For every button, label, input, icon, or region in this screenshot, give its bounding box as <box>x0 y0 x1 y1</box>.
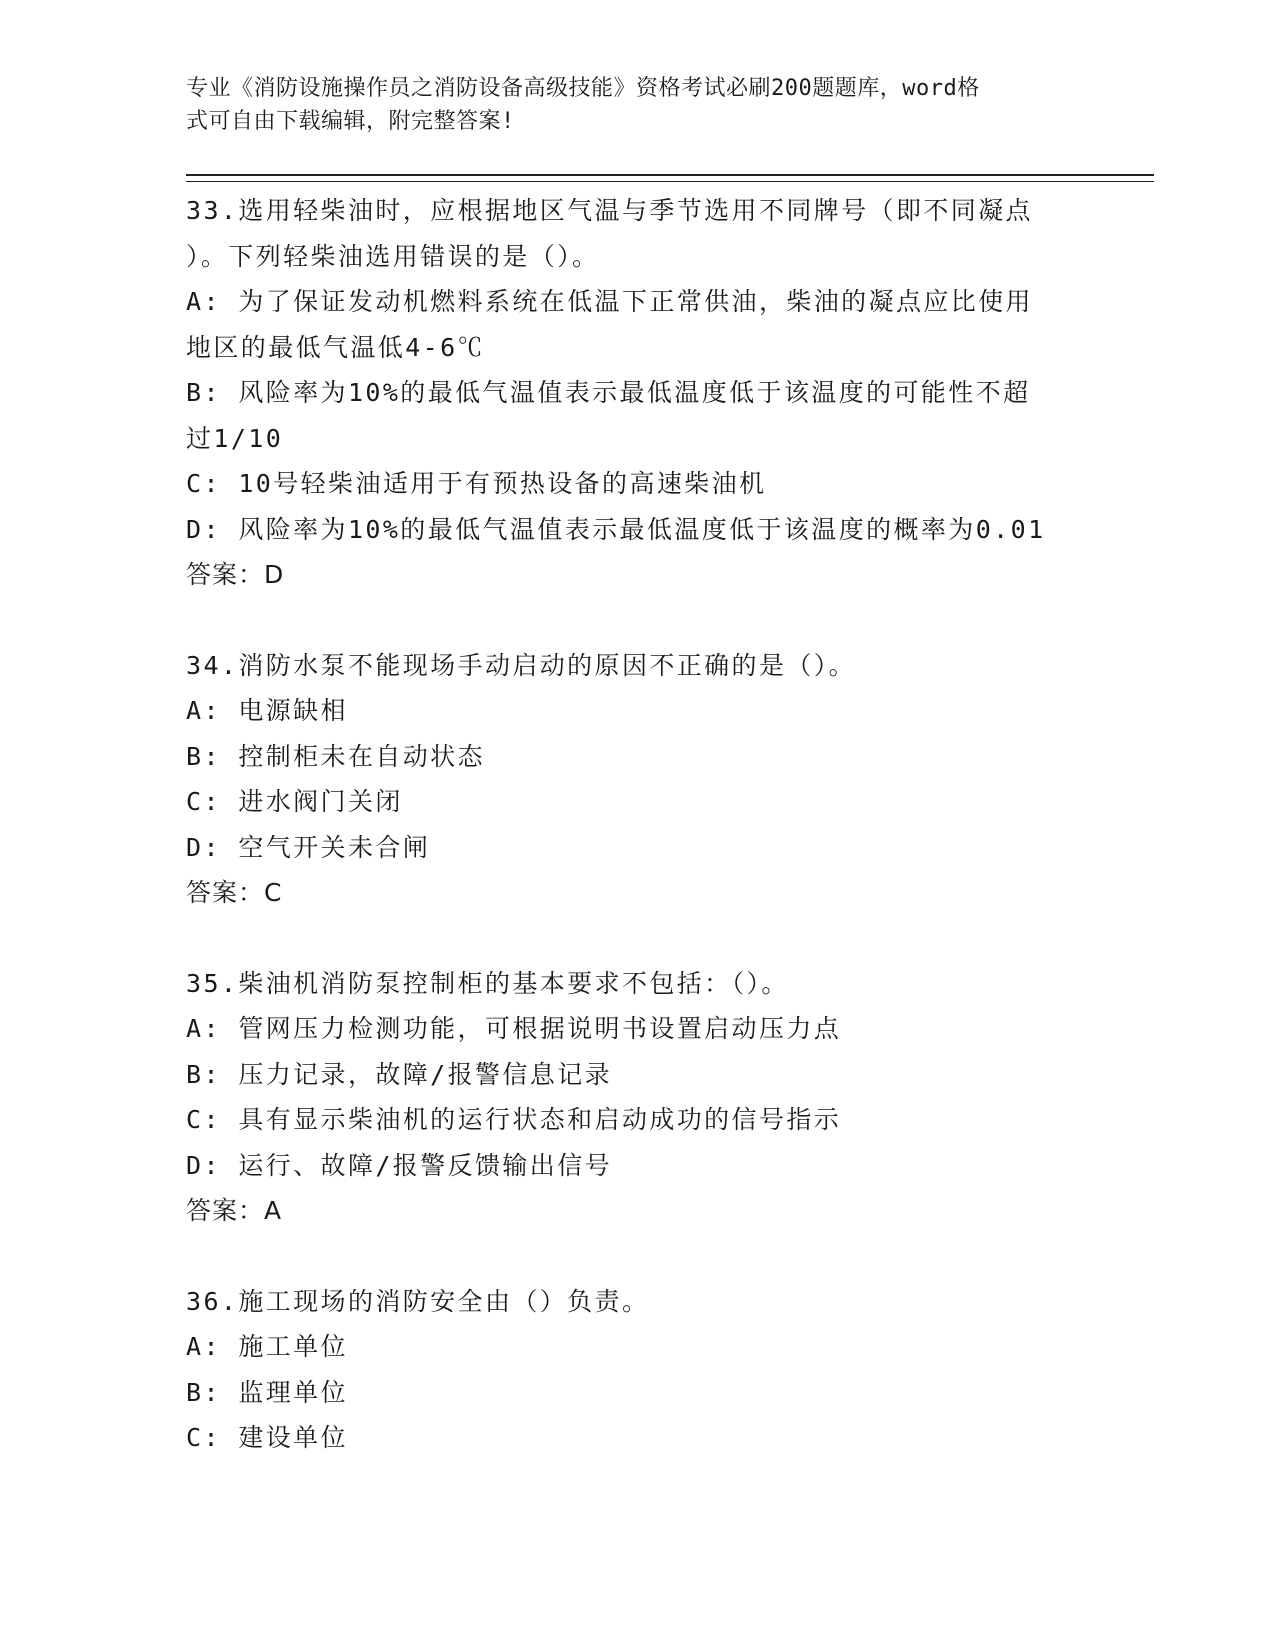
option-a: A: 电源缺相 <box>186 696 348 725</box>
document-header <box>186 72 1086 138</box>
option-d: D: 空气开关未合闸 <box>186 832 431 862</box>
option-a-continued: 地区的最低气温低4-6℃ <box>186 332 485 362</box>
question-33 <box>186 188 1086 598</box>
question-spacer <box>186 1234 1086 1279</box>
header-line-2: 式可自由下载编辑，附完整答案! <box>186 109 515 134</box>
answer-label: 答案：A <box>186 1196 283 1225</box>
header-divider-thin <box>186 181 1154 182</box>
option-c: C: 建设单位 <box>186 1423 348 1452</box>
question-list <box>186 188 1086 1461</box>
option-a: A: 管网压力检测功能，可根据说明书设置启动压力点 <box>186 1014 842 1043</box>
option-c: C: 10号轻柴油适用于有预热设备的高速柴油机 <box>186 469 767 498</box>
question-stem: 33.选用轻柴油时，应根据地区气温与季节选用不同牌号（即不同凝点 <box>186 196 1033 225</box>
option-b: B: 压力记录，故障/报警信息记录 <box>186 1059 613 1089</box>
question-spacer <box>186 916 1086 961</box>
option-d: D: 风险率为10%的最低气温值表示最低温度低于该温度的概率为0.01 <box>186 514 1046 544</box>
question-stem: 35.柴油机消防泵控制柜的基本要求不包括：（）。 <box>186 968 789 998</box>
header-divider-thick <box>186 174 1154 176</box>
answer-label: 答案：D <box>186 560 285 589</box>
question-35 <box>186 961 1086 1234</box>
option-b-continued: 过1/10 <box>186 423 284 453</box>
question-stem: 36.施工现场的消防安全由（）负责。 <box>186 1286 650 1316</box>
answer-label: 答案：C <box>186 878 283 907</box>
option-c: C: 进水阀门关闭 <box>186 787 403 816</box>
question-stem: 34.消防水泵不能现场手动启动的原因不正确的是（）。 <box>186 650 857 680</box>
option-c: C: 具有显示柴油机的运行状态和启动成功的信号指示 <box>186 1105 842 1134</box>
option-a: A: 施工单位 <box>186 1332 348 1361</box>
question-34 <box>186 643 1086 916</box>
question-stem-continued: ）。下列轻柴油选用错误的是（）。 <box>186 241 600 271</box>
option-b: B: 控制柜未在自动状态 <box>186 741 485 771</box>
header-line-1: 专业《消防设施操作员之消防设备高级技能》资格考试必刷200题题库，word格 <box>186 76 980 101</box>
option-a: A: 为了保证发动机燃料系统在低温下正常供油，柴油的凝点应比使用 <box>186 287 1033 316</box>
option-b: B: 风险率为10%的最低气温值表示最低温度低于该温度的可能性不超 <box>186 378 1031 407</box>
option-d: D: 运行、故障/报警反馈输出信号 <box>186 1150 613 1180</box>
option-b: B: 监理单位 <box>186 1377 348 1407</box>
question-36 <box>186 1279 1086 1461</box>
question-spacer <box>186 598 1086 643</box>
